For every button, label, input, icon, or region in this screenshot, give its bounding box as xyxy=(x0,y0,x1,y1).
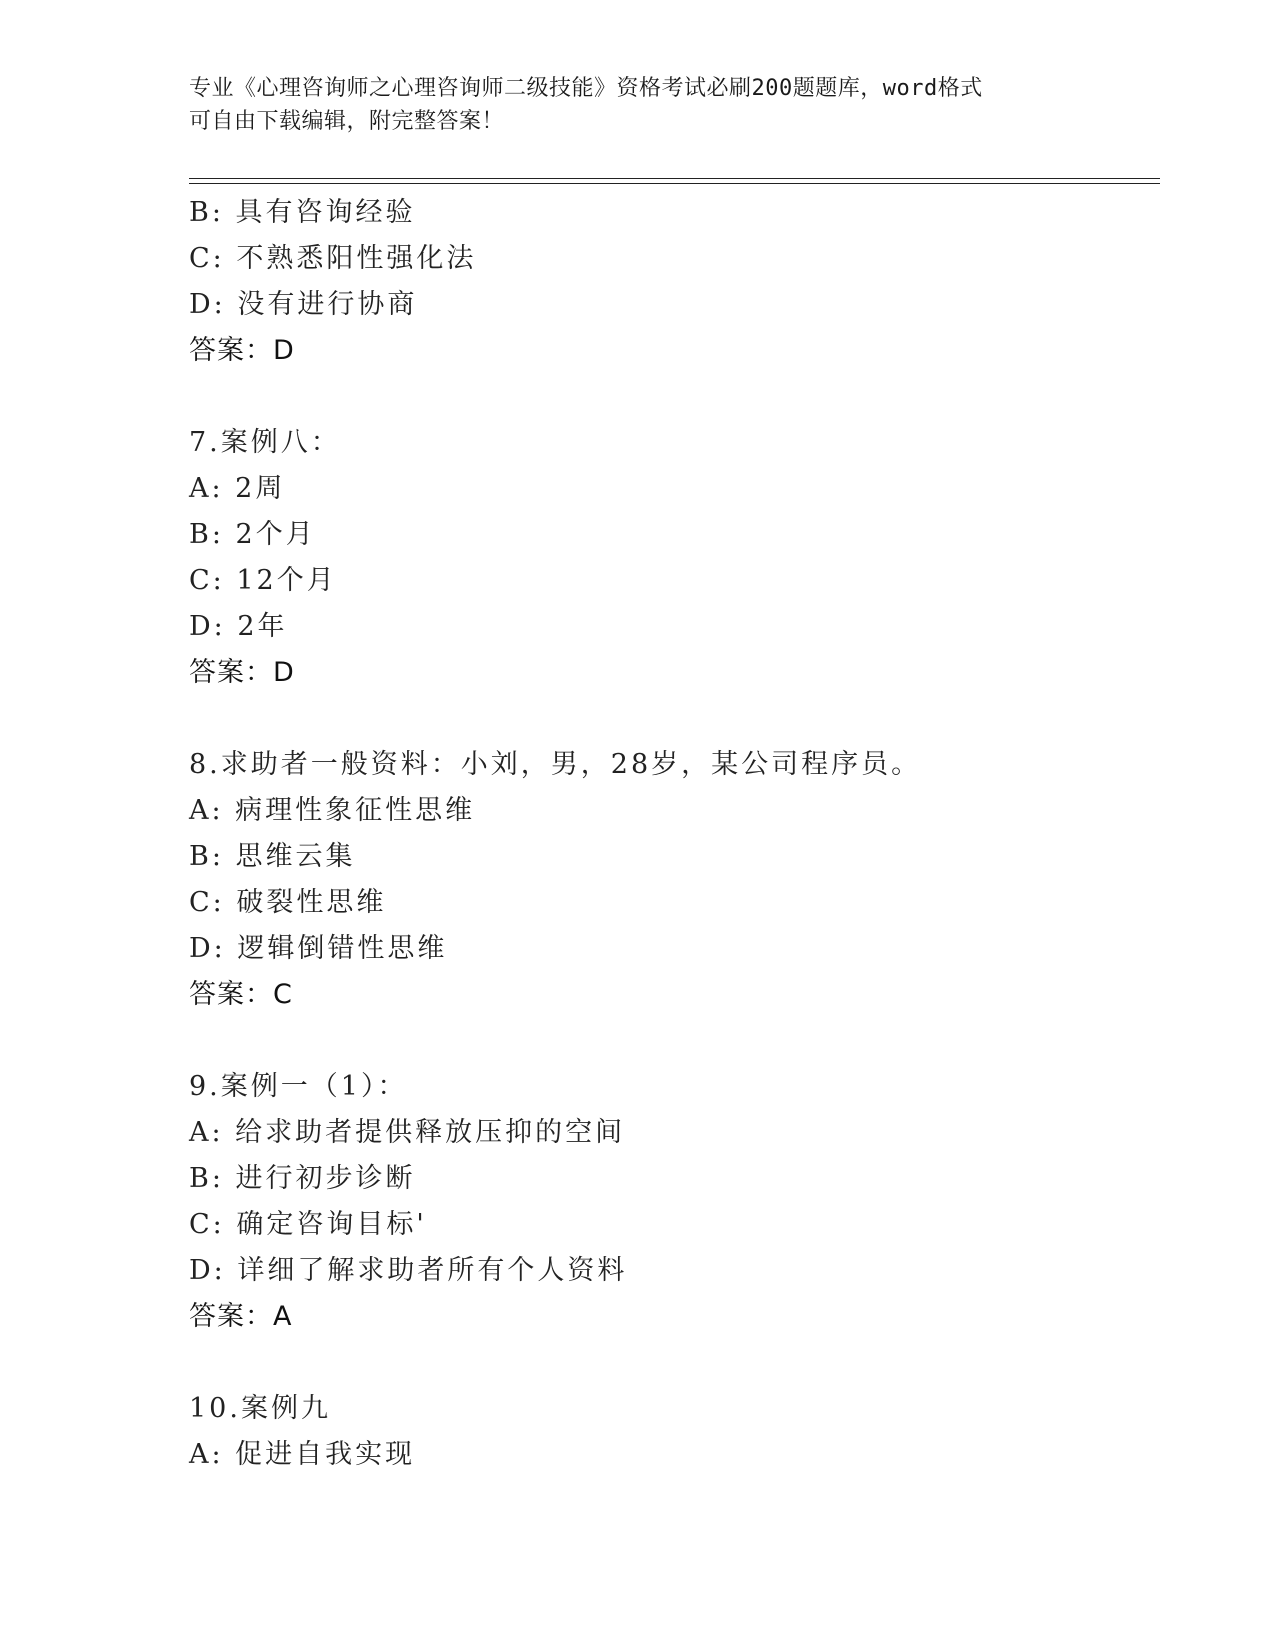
spacer xyxy=(189,374,1149,420)
option-a: A: 2周 xyxy=(189,473,286,504)
question-title: 10.案例九 xyxy=(189,1393,331,1424)
spacer xyxy=(189,1018,1149,1064)
header-line-1: 专业《心理咨询师之心理咨询师二级技能》资格考试必刷200题题库，word格式 xyxy=(189,76,983,101)
option-a: A: 促进自我实现 xyxy=(189,1439,416,1470)
question-block xyxy=(189,1386,1149,1478)
header-divider-top xyxy=(189,178,1160,179)
spacer xyxy=(189,696,1149,742)
question-block xyxy=(189,1064,1149,1340)
option-a: A: 给求助者提供释放压抑的空间 xyxy=(189,1117,626,1148)
question-block xyxy=(189,742,1149,1018)
answer-line: 答案：C xyxy=(189,979,293,1010)
question-title: 7.案例八： xyxy=(189,427,341,458)
option-b: B: 思维云集 xyxy=(189,841,356,872)
option-c: C: 12个月 xyxy=(189,565,337,596)
spacer xyxy=(189,1340,1149,1386)
question-title: 8.求助者一般资料：小刘，男，28岁，某公司程序员。 xyxy=(189,749,922,780)
option-a: A: 病理性象征性思维 xyxy=(189,795,476,826)
option-d: D: 逻辑倒错性思维 xyxy=(189,933,448,964)
question-title: 9.案例一（1）： xyxy=(189,1071,408,1102)
answer-line: 答案：D xyxy=(189,335,295,366)
option-c: C: 破裂性思维 xyxy=(189,887,387,918)
header-divider-bottom xyxy=(189,183,1160,184)
option-b: B: 2个月 xyxy=(189,519,316,550)
option-d: D: 没有进行协商 xyxy=(189,289,418,320)
question-block xyxy=(189,190,1149,374)
option-c: C: 确定咨询目标' xyxy=(189,1209,427,1240)
option-b: B: 进行初步诊断 xyxy=(189,1163,416,1194)
option-d: D: 详细了解求助者所有个人资料 xyxy=(189,1255,628,1286)
question-block xyxy=(189,420,1149,696)
answer-line: 答案：A xyxy=(189,1301,293,1332)
question-list xyxy=(189,190,1149,1478)
document-header xyxy=(189,72,1089,138)
option-c: C: 不熟悉阳性强化法 xyxy=(189,243,477,274)
option-d: D: 2年 xyxy=(189,611,288,642)
header-line-2: 可自由下载编辑，附完整答案！ xyxy=(189,109,505,134)
answer-line: 答案：D xyxy=(189,657,295,688)
option-b: B: 具有咨询经验 xyxy=(189,197,416,228)
